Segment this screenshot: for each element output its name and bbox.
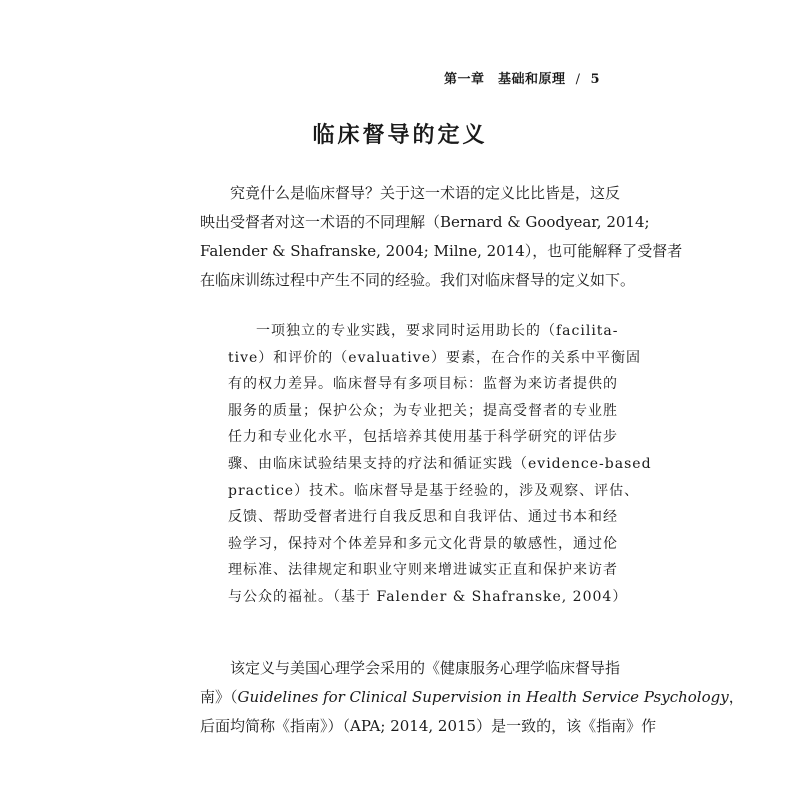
intro-paragraph	[200, 179, 683, 295]
quote-line: 验学习，保持对个体差异和多元文化背景的敏感性，通过伦	[228, 535, 618, 552]
running-header	[444, 68, 600, 87]
paragraph-line	[200, 683, 744, 712]
guidelines-title-italic: Guidelines for Clinical Supervision in Health Service Psychology	[237, 688, 729, 706]
followup-paragraph	[200, 654, 744, 741]
quote-line: 任力和专业化水平，包括培养其使用基于科学研究的评估步	[228, 429, 618, 446]
quote-line: tive）和评价的（evaluative）要素，在合作的关系中平衡固	[228, 349, 641, 366]
paragraph-line: 该定义与美国心理学会采用的《健康服务心理学临床督导指	[230, 659, 621, 677]
line-prefix: 南》（	[200, 688, 238, 706]
section-title: 临床督导的定义	[312, 122, 488, 148]
line-suffix: ，	[728, 688, 744, 706]
header-separator: /	[575, 72, 581, 87]
paragraph-line: 究竟什么是临床督导？关于这一术语的定义比比皆是，这反	[230, 184, 621, 202]
paragraph-line: 后面均简称《指南》）（APA; 2014, 2015）是一致的，该《指南》作	[200, 717, 657, 735]
quote-line: 与公众的福祉。（基于 Falender & Shafranske, 2004）	[228, 588, 628, 605]
quote-line: 骤、由临床试验结果支持的疗法和循证实践（evidence-based	[228, 455, 652, 472]
page-number: 5	[590, 72, 600, 87]
quote-line: 反馈、帮助受督者进行自我反思和自我评估、通过书本和经	[228, 509, 618, 526]
quote-line: 理标准、法律规定和职业守则来增进诚实正直和保护来访者	[228, 562, 618, 579]
definition-blockquote	[228, 318, 652, 611]
quote-line: 有的权力差异。临床督导有多项目标：监督为来访者提供的	[228, 376, 618, 393]
chapter-title: 第一章 基础和原理	[444, 72, 566, 87]
paragraph-line: 映出受督者对这一术语的不同理解（Bernard & Goodyear, 2014;	[200, 213, 650, 231]
paragraph-line: Falender & Shafranske, 2004; Milne, 2014），也可能解释了受督者	[200, 242, 683, 260]
paragraph-line: 在临床训练过程中产生不同的经验。我们对临床督导的定义如下。	[200, 271, 636, 289]
quote-line: 一项独立的专业实践，要求同时运用助长的（facilita-	[256, 323, 619, 339]
quote-line: 服务的质量；保护公众；为专业把关；提高受督者的专业胜	[228, 402, 618, 419]
quote-line: practice）技术。临床督导是基于经验的，涉及观察、评估、	[228, 482, 640, 499]
